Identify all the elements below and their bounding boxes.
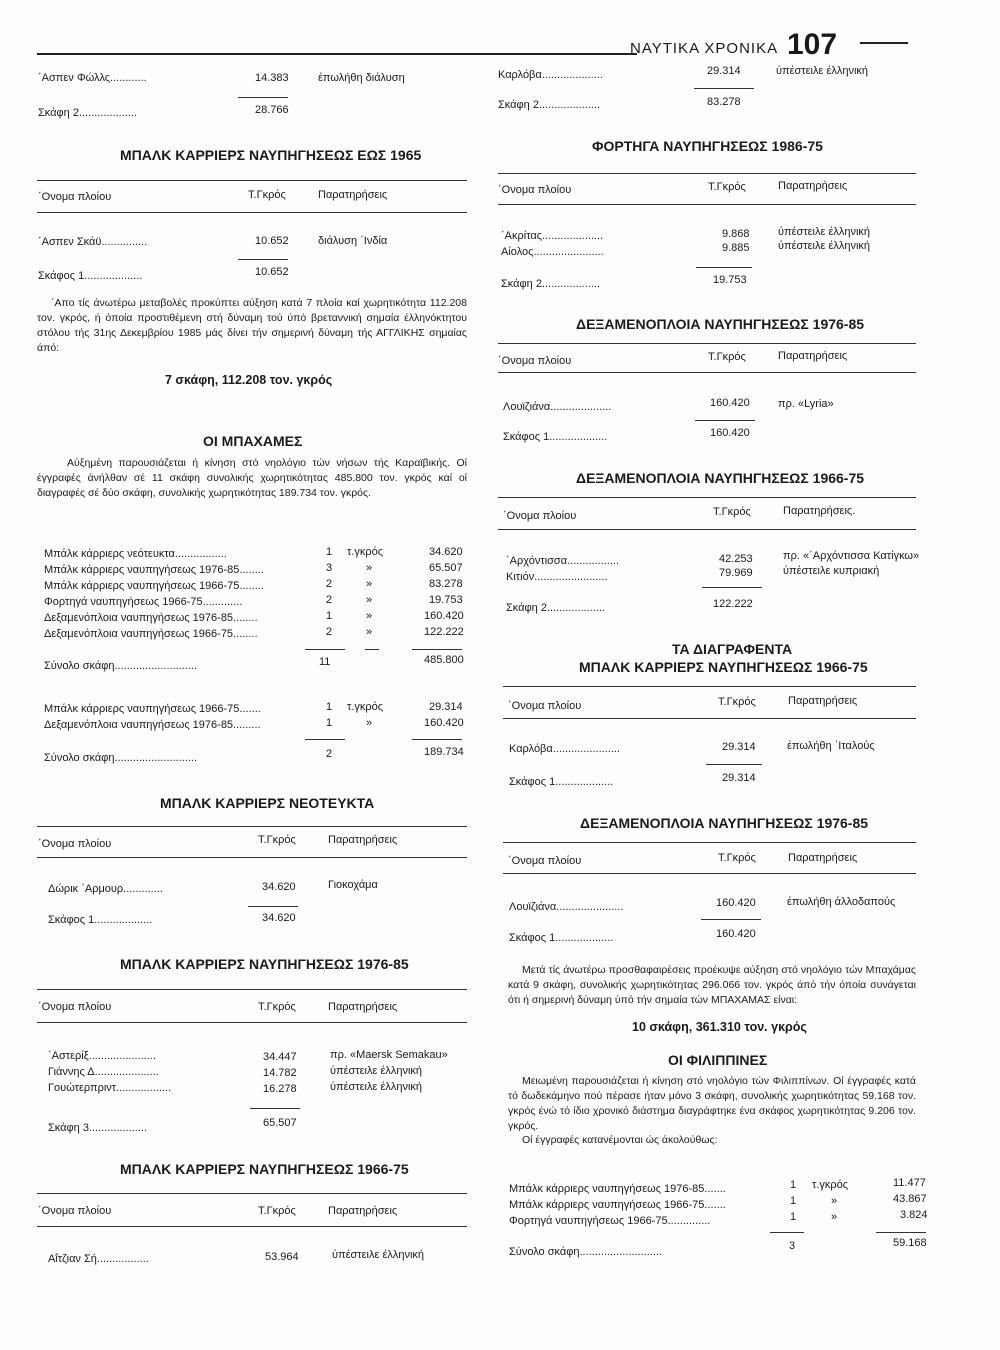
ship-name: Λουϊζιάνα......................	[509, 901, 624, 913]
left-top-row-grt-0: 14.383	[255, 72, 289, 84]
subtotal-rule	[706, 764, 762, 765]
col-name-header: ΄Ονομα πλοίου	[498, 184, 572, 196]
summary-label: Μπάλκ κάρριερς ναυπηγήσεως 1976-85........	[44, 564, 264, 576]
table-rule	[37, 857, 467, 858]
subtotal-rule	[702, 587, 762, 588]
total-label: Σκάφος 1...................	[509, 776, 614, 788]
col-name-header: ΄Ονομα πλοίου	[503, 510, 577, 522]
summary-value: 3.824	[900, 1209, 928, 1221]
col-name-header: ΄Ονομα πλοίου	[38, 838, 112, 850]
col-name-header: ΄Ονομα πλοίου	[508, 700, 582, 712]
summary-total-value: 189.734	[424, 746, 464, 758]
col-notes-header: Παρατηρήσεις	[328, 834, 398, 846]
subtotal-rule	[696, 267, 752, 268]
summary-unit: τ.γκρός	[347, 546, 384, 558]
subtotal-rule	[238, 259, 288, 260]
subtotal-rule	[695, 420, 755, 421]
summary-unit: »	[366, 578, 373, 590]
table-rule	[498, 204, 916, 205]
table-rule	[503, 842, 916, 843]
col-grt-header: Τ.Γκρός	[708, 351, 746, 363]
summary-count: 2	[326, 594, 333, 606]
ship-name: Δώρικ ΄Αρμουρ.............	[48, 883, 163, 895]
section-title: ΟΙ ΜΠΑΧΑΜΕΣ	[203, 433, 303, 449]
ship-name: Κιτιόν........................	[506, 571, 608, 583]
subtotal-rule	[248, 906, 298, 907]
summary-count: 3	[326, 562, 333, 574]
paragraph: Μειωμένη παρουσιάζεται ή κίνηση στό νηολόγιο τών Φιλιππίνων. Οί έγγραφές κατά τό δωδεκάμηνο πού πέρασε ήταν μόνο 3 σκάφη, συνολικής χωρητικότητας 59.168 τον. γκρός ένώ τό ίδιο χρονικό διάστημα διαγράφτηκε ένα σκάφος χωρητικότητας 9.206 τον. γκρός.	[508, 1075, 916, 1132]
subtotal-rule	[305, 649, 345, 650]
col-notes-header: Παρατηρήσεις	[788, 695, 858, 707]
col-grt-header: Τ.Γκρός	[258, 1001, 296, 1013]
ship-note: Γιοκοχάμα	[328, 879, 378, 891]
summary-value: 43.867	[893, 1193, 927, 1205]
ship-grt: 160.420	[710, 397, 750, 409]
ship-name: ΄Ασπεν Σκάϋ...............	[38, 236, 148, 248]
table-rule	[498, 372, 916, 373]
summary-count: 1	[790, 1195, 797, 1207]
section-title: ΜΠΑΛΚ ΚΑΡΡΙΕΡΣ ΝΑΥΠΗΓΗΣΕΩΣ 1966-75	[579, 659, 868, 675]
total-grt: 19.753	[713, 274, 747, 286]
ship-grt: 34.447	[263, 1051, 297, 1063]
ship-name: Λουϊζιάνα....................	[503, 401, 612, 413]
ship-grt: 29.314	[722, 741, 756, 753]
table-rule	[503, 873, 916, 874]
section-title: ΔΕΞΑΜΕΝΟΠΛΟΙΑ ΝΑΥΠΗΓΗΣΕΩΣ 1966-75	[576, 470, 865, 486]
ship-grt: 10.652	[255, 235, 289, 247]
table-rule	[37, 180, 467, 181]
summary-total-label: Σύνολο σκάφη...........................	[44, 660, 198, 672]
subtotal-rule	[694, 88, 754, 89]
summary-total-count: 2	[326, 748, 333, 760]
ship-note: έπωλήθη ΄Ιταλούς	[787, 740, 875, 752]
subtotal-rule	[365, 649, 379, 650]
ship-note: έπωλήθη άλλοδαπούς	[787, 896, 896, 908]
section-title: ΦΟΡΤΗΓΑ ΝΑΥΠΗΓΗΣΕΩΣ 1986-75	[592, 138, 823, 154]
total-grt: 10.652	[255, 266, 289, 278]
summary-value: 11.477	[893, 1177, 926, 1189]
paragraph: Μετά τίς άνωτέρω προσθαφαιρέσεις προέκυψε αύξηση στό νηολόγιο τών Μπαχάμας κατά 9 σκάφη, συνολικής χωρητικότητας 296.066 τον. γκρός άπό τήν όποία συνάγεται ότι ή σημερινή δύναμη ύπό τήν σημαία τών ΜΠΑΧΑΜΑΣ είναι:	[508, 964, 916, 1006]
ship-name: Γιάννης Δ.....................	[48, 1066, 159, 1078]
summary-unit: »	[366, 610, 373, 622]
total-grt: 34.620	[262, 912, 296, 924]
col-grt-header: Τ.Γκρός	[713, 506, 751, 518]
summary-value: 65.507	[429, 562, 463, 574]
summary-count: 1	[326, 610, 333, 622]
ship-grt: 9.868	[722, 228, 750, 240]
summary-count: 1	[790, 1211, 797, 1223]
total-label: Σκάφος 1...................	[38, 270, 143, 282]
summary-count: 1	[326, 546, 333, 558]
col-name-header: ΄Ονομα πλοίου	[508, 855, 582, 867]
section-title: ΜΠΑΛΚ ΚΑΡΡΙΕΡΣ ΝΑΥΠΗΓΗΣΕΩΣ 1976-85	[120, 956, 409, 972]
summary-count: 1	[326, 717, 333, 729]
col-grt-header: Τ.Γκρός	[718, 852, 756, 864]
table-rule	[503, 686, 916, 687]
bold-summary: 10 σκάφη, 361.310 τον. γκρός	[632, 1020, 807, 1034]
summary-total-count: 3	[789, 1240, 796, 1252]
section-title: ΔΕΞΑΜΕΝΟΠΛΟΙΑ ΝΑΥΠΗΓΗΣΕΩΣ 1976-85	[576, 316, 865, 332]
ship-grt: 14.782	[263, 1067, 297, 1079]
col-notes-header: Παρατηρήσεις	[328, 1205, 398, 1217]
summary-unit: »	[366, 594, 373, 606]
summary-label: Μπάλκ κάρριερς νεότευκτα.................	[44, 548, 227, 560]
right-top-row-name-0: Καρλόβα....................	[498, 69, 603, 81]
ship-grt: 160.420	[716, 897, 756, 909]
total-label: Σκάφος 1...................	[509, 932, 614, 944]
summary-label: Δεξαμενόπλοια ναυπηγήσεως 1966-75........	[44, 628, 258, 640]
col-grt-header: Τ.Γκρός	[248, 189, 286, 201]
header-rule-right	[860, 42, 908, 44]
summary-label: Μπάλκ κάρριερς ναυπηγήσεως 1966-75........	[44, 580, 264, 592]
ship-name: Καρλόβα......................	[509, 743, 620, 755]
col-name-header: ΄Ονομα πλοίου	[38, 1205, 112, 1217]
col-notes-header: Παρατηρήσεις	[778, 180, 848, 192]
summary-unit: »	[366, 626, 373, 638]
summary-label: Μπάλκ κάρριερς ναυπηγήσεως 1976-85.......	[509, 1183, 726, 1195]
summary-label: Δεξαμενόπλοια ναυπηγήσεως 1976-85.........	[44, 719, 261, 731]
subtotal-rule	[238, 97, 288, 98]
magazine-title: ΝΑΥΤΙΚΑ ΧΡΟΝΙΚΑ	[630, 40, 779, 57]
bold-summary: 7 σκάφη, 112.208 τον. γκρός	[165, 373, 333, 387]
ship-note: διάλυση ΄Ινδία	[318, 235, 388, 247]
total-label: Σκάφος 1...................	[48, 914, 153, 926]
right-top-row-note-0: ύπέστειλε έλληνική	[776, 65, 869, 77]
col-notes-header: Παρατηρήσεις	[318, 189, 388, 201]
summary-total-value: 485.800	[424, 654, 464, 666]
summary-value: 160.420	[424, 717, 464, 729]
ship-note: ύπέστειλε έλληνική	[330, 1081, 423, 1093]
paragraph: Οί έγγραφές κατανέμονται ώς άκολούθως:	[522, 1134, 718, 1146]
ship-name: Αίολος.......................	[501, 246, 604, 258]
section-title: ΔΕΞΑΜΕΝΟΠΛΟΙΑ ΝΑΥΠΗΓΗΣΕΩΣ 1976-85	[580, 815, 869, 831]
paragraph: Αύξημένη παρουσιάζεται ή κίνηση στό νηολόγιο τών νήσων τής Καραϊβικής. Οί έγγραφές άνήλθαν σέ 11 σκάφη συνολικής χωρητικότητας 485.800 τον. γκρός καί οί διαγραφές σέ δύο σκάφη, συνολικής χωρητικότητας 189.734 τον. γκρός.	[37, 457, 467, 499]
summary-label: Μπάλκ κάρριερς ναυπηγήσεως 1966-75.......	[509, 1199, 726, 1211]
ship-note: ύπέστειλε έλληνική	[332, 1249, 425, 1261]
col-grt-header: Τ.Γκρός	[718, 696, 756, 708]
summary-value: 29.314	[429, 701, 463, 713]
left-top-row-name-0: ΄Ασπεν Φώλλς............	[38, 72, 147, 84]
table-rule	[37, 989, 467, 990]
table-rule	[37, 826, 467, 827]
summary-total-count: 11	[319, 656, 331, 668]
col-grt-header: Τ.Γκρός	[258, 1205, 296, 1217]
summary-total-label: Σύνολο σκάφη...........................	[44, 752, 198, 764]
total-label: Σκάφη 3...................	[48, 1122, 148, 1134]
table-rule	[498, 497, 916, 498]
table-rule	[37, 212, 467, 213]
section-title: ΜΠΑΛΚ ΚΑΡΡΙΕΡΣ ΝΑΥΠΗΓΗΣΕΩΣ 1966-75	[120, 1161, 409, 1177]
ship-grt: 53.964	[265, 1251, 299, 1263]
ship-note: ύπέστειλε έλληνική	[778, 226, 871, 238]
table-rule	[37, 1193, 467, 1194]
subtotal-rule	[770, 1232, 804, 1233]
summary-value: 122.222	[424, 626, 464, 638]
subtotal-rule	[701, 919, 761, 920]
summary-total-value: 59.168	[893, 1237, 927, 1249]
left-top-row-name-1: Σκάφη 2...................	[38, 107, 138, 119]
section-title: ΤΑ ΔΙΑΓΡΑΦΕΝΤΑ	[672, 641, 793, 657]
total-grt: 65.507	[263, 1117, 297, 1129]
subtotal-rule	[305, 739, 345, 740]
total-label: Σκάφη 2...................	[501, 278, 601, 290]
page-number: 107	[787, 28, 838, 61]
ship-grt: 79.969	[719, 567, 753, 579]
header-rule	[37, 53, 637, 55]
summary-value: 34.620	[429, 546, 463, 558]
ship-grt: 9.885	[722, 242, 750, 254]
summary-unit: »	[831, 1211, 838, 1223]
summary-unit: τ.γκρός	[347, 701, 384, 713]
table-rule	[37, 1226, 467, 1227]
total-grt: 160.420	[716, 928, 756, 940]
ship-note: πρ. «΄Αρχόντισσα Κατίγκω»	[783, 550, 920, 562]
section-title: ΜΠΑΛΚ ΚΑΡΡΙΕΡΣ ΝΑΥΠΗΓΗΣΕΩΣ ΕΩΣ 1965	[120, 147, 422, 163]
summary-label: Μπάλκ κάρριερς ναυπηγήσεως 1966-75.......	[44, 703, 261, 715]
subtotal-rule	[412, 649, 462, 650]
col-name-header: ΄Ονομα πλοίου	[38, 191, 112, 203]
summary-value: 160.420	[424, 610, 464, 622]
right-top-row-name-1: Σκάφη 2....................	[498, 99, 601, 111]
summary-unit: »	[366, 717, 373, 729]
col-name-header: ΄Ονομα πλοίου	[38, 1001, 112, 1013]
section-title: ΜΠΑΛΚ ΚΑΡΡΙΕΡΣ ΝΕΟΤΕΥΚΤΑ	[160, 795, 375, 811]
summary-unit: τ.γκρός	[812, 1179, 849, 1191]
ship-note: ύπέστειλε έλληνική	[330, 1065, 423, 1077]
total-grt: 29.314	[722, 772, 756, 784]
summary-count: 2	[326, 578, 333, 590]
subtotal-rule	[412, 739, 462, 740]
subtotal-rule	[250, 1108, 300, 1109]
left-top-row-grt-1: 28.766	[255, 104, 289, 116]
table-rule	[503, 718, 916, 719]
right-top-row-grt-0: 29.314	[707, 65, 741, 77]
col-grt-header: Τ.Γκρός	[258, 834, 296, 846]
ship-name: ΄Αρχόντισσα.................	[506, 555, 620, 567]
subtotal-rule	[876, 1232, 926, 1233]
ship-grt: 42.253	[719, 553, 753, 565]
ship-name: ΄Αστερίξ......................	[48, 1050, 156, 1062]
summary-total-label: Σύνολο σκάφη...........................	[509, 1246, 663, 1258]
summary-value: 19.753	[429, 594, 463, 606]
summary-label: Δεξαμενόπλοια ναυπηγήσεως 1976-85........	[44, 612, 258, 624]
ship-name: Αΐτζιαν Σή.................	[48, 1253, 149, 1265]
total-grt: 122.222	[713, 598, 753, 610]
section-title: ΟΙ ΦΙΛΙΠΠΙΝΕΣ	[668, 1052, 768, 1068]
ship-note: πρ. «Lyria»	[778, 398, 834, 410]
summary-unit: »	[366, 562, 373, 574]
col-name-header: ΄Ονομα πλοίου	[498, 355, 572, 367]
summary-unit: »	[831, 1195, 838, 1207]
ship-grt: 34.620	[262, 881, 296, 893]
total-label: Σκάφος 1...................	[503, 431, 608, 443]
table-rule	[37, 1022, 467, 1023]
ship-note: ύπέστειλε έλληνική	[778, 240, 871, 252]
col-notes-header: Παρατηρήσεις.	[783, 505, 856, 517]
col-notes-header: Παρατηρήσεις	[778, 350, 848, 362]
col-grt-header: Τ.Γκρός	[708, 181, 746, 193]
ship-name: ΄Ακρίτας....................	[501, 230, 604, 242]
summary-label: Φορτηγά ναυπηγήσεως 1966-75..............	[509, 1215, 711, 1227]
summary-count: 1	[790, 1179, 797, 1191]
total-grt: 160.420	[710, 427, 750, 439]
table-rule	[498, 343, 916, 344]
ship-grt: 16.278	[263, 1083, 297, 1095]
summary-count: 1	[326, 701, 333, 713]
col-notes-header: Παρατηρήσεις	[328, 1001, 398, 1013]
paragraph: ΄Απο τίς άνωτέρω μεταβολές προκύπτει αύξηση κατά 7 πλοία καί χωρητικότητα 112.208 τον. γκρός, ή όποία προστιθέμενη στή δύναμη τού ύπό βρεταννική σημαία έλληνόκτητου στόλου τής 31ης Δεκεμβρίου 1985 μάς δίνει τήν σημερινή δύναμη τής ΑΓΓΛΙΚΗΣ σημαίας άπό:	[37, 297, 467, 354]
total-label: Σκάφη 2...................	[506, 602, 606, 614]
table-rule	[498, 173, 916, 174]
ship-name: Γουώτερπριντ..................	[48, 1082, 172, 1094]
col-notes-header: Παρατηρήσεις	[788, 852, 858, 864]
summary-label: Φορτηγά ναυπηγήσεως 1966-75.............	[44, 596, 243, 608]
ship-note: ύπέστειλε κυπριακή	[783, 565, 880, 577]
right-top-row-grt-1: 83.278	[707, 96, 741, 108]
table-rule	[498, 529, 916, 530]
summary-count: 2	[326, 626, 333, 638]
left-top-row-note-0: έπωλήθη διάλυση	[318, 72, 405, 84]
ship-note: πρ. «Maersk Semakau»	[330, 1049, 448, 1061]
summary-value: 83.278	[429, 578, 463, 590]
